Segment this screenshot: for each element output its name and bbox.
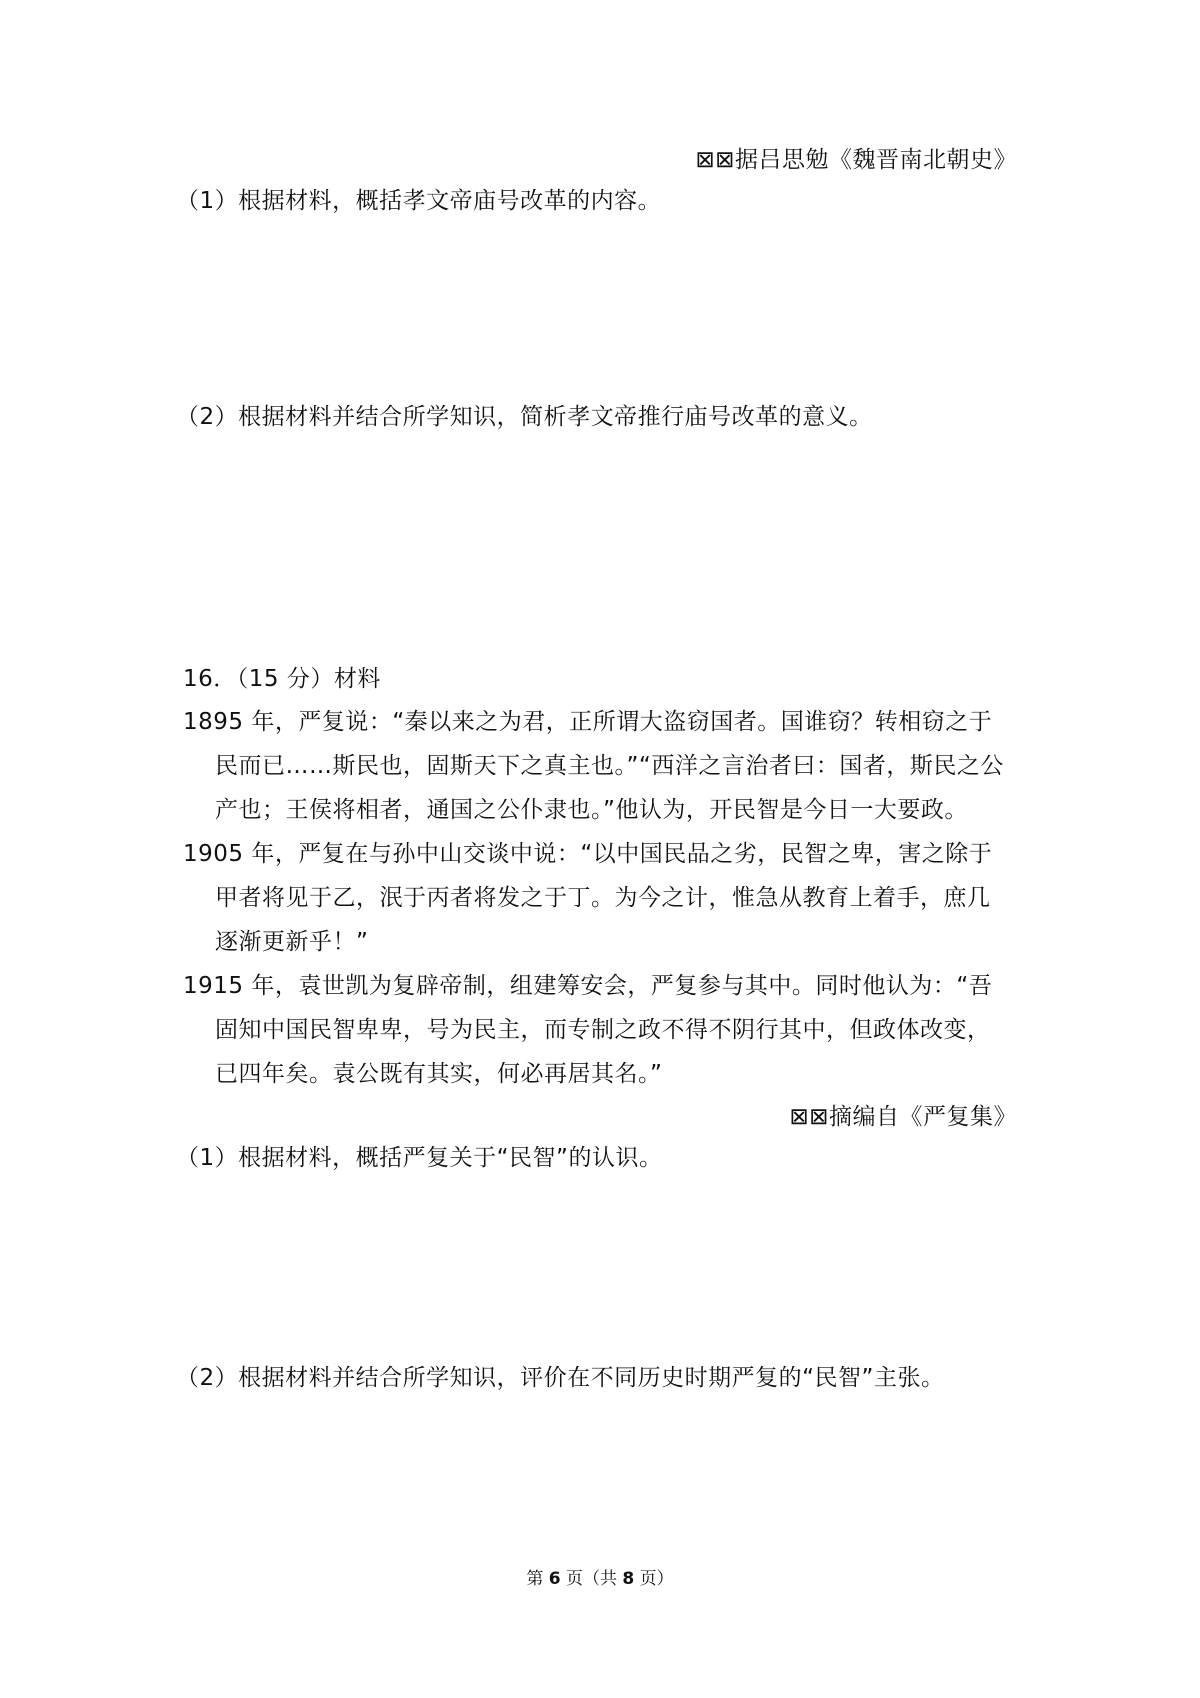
material-paragraph-3-line-1: 1915 年，袁世凯为复辟帝制，组建筹安会，严复参与其中。同时他认为：“吾 xyxy=(183,973,993,999)
material-paragraph-2-line-1: 1905 年，严复在与孙中山交谈中说：“以中国民品之劣，民智之卑，害之除于 xyxy=(183,841,993,867)
material-paragraph-1-line-2: 民而已……斯民也，固斯天下之真主也。”“西洋之言治者曰：国者，斯民之公 xyxy=(215,753,1004,779)
footer-page-number: 6 xyxy=(548,1569,561,1589)
sub-question-1-1: （1）根据材料，概括孝文帝庙号改革的内容。 xyxy=(176,188,662,214)
source-citation-1: ⊠⊠据吕思勉《魏晋南北朝史》 xyxy=(695,147,1017,173)
material-paragraph-2-line-3: 逐渐更新乎！” xyxy=(215,929,369,955)
footer-suffix: 页） xyxy=(634,1569,674,1589)
material-paragraph-1-line-1: 1895 年，严复说：“秦以来之为君，正所谓大盗窃国者。国谁窃？转相窃之于 xyxy=(183,709,993,735)
footer-prefix: 第 xyxy=(526,1569,549,1589)
footer-middle: 页（共 xyxy=(560,1569,623,1589)
sub-question-16-1: （1）根据材料，概括严复关于“民智”的认识。 xyxy=(176,1145,663,1171)
sub-question-1-2: （2）根据材料并结合所学知识，简析孝文帝推行庙号改革的意义。 xyxy=(176,404,873,430)
footer-total-pages: 8 xyxy=(622,1569,635,1589)
material-paragraph-1-line-3: 产也；王侯将相者，通国之公仆隶也。”他认为，开民智是今日一大要政。 xyxy=(215,797,968,823)
source-citation-2: ⊠⊠摘编自《严复集》 xyxy=(789,1104,1017,1130)
material-paragraph-2-line-2: 甲者将见于乙，泯于丙者将发之于丁。为今之计，惟急从教育上着手，庶几 xyxy=(215,885,991,911)
page-footer xyxy=(0,1567,1200,1591)
material-paragraph-3-line-2: 固知中国民智卑卑，号为民主，而专制之政不得不阴行其中，但政体改变， xyxy=(215,1017,991,1043)
sub-question-16-2: （2）根据材料并结合所学知识，评价在不同历史时期严复的“民智”主张。 xyxy=(176,1365,945,1391)
material-paragraph-3-line-3: 已四年矣。袁公既有其实，何必再居其名。” xyxy=(215,1061,663,1087)
question-16-heading: 16．（15 分）材料 xyxy=(183,666,381,692)
